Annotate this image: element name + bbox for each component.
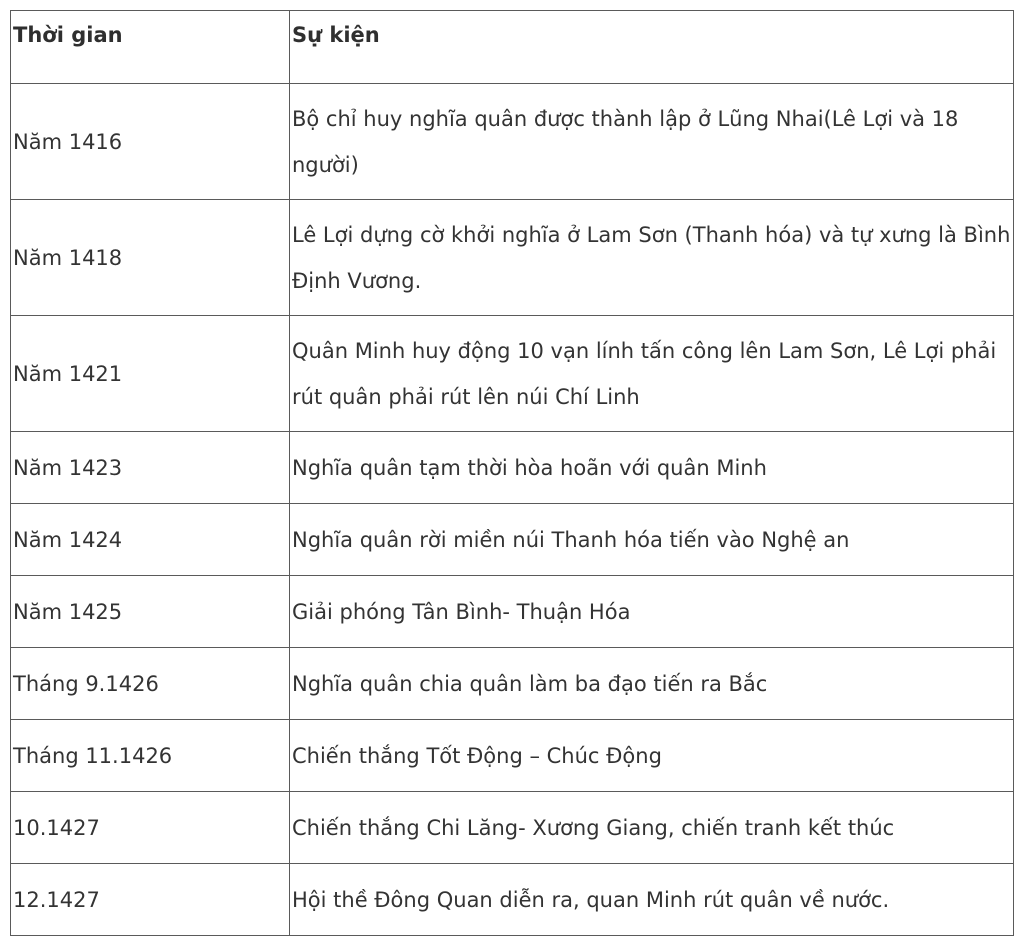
table-row — [11, 648, 1014, 720]
time-cell: Tháng 9.1426 — [11, 648, 290, 720]
event-cell: Chiến thắng Chi Lăng- Xương Giang, chiến tranh kết thúc — [290, 792, 1014, 864]
header-event: Sự kiện — [290, 11, 1014, 84]
time-cell: 12.1427 — [11, 864, 290, 936]
time-cell: Năm 1416 — [11, 84, 290, 200]
time-cell: Năm 1421 — [11, 316, 290, 432]
header-time: Thời gian — [11, 11, 290, 84]
event-cell: Nghĩa quân rời miền núi Thanh hóa tiến vào Nghệ an — [290, 504, 1014, 576]
table-row — [11, 84, 1014, 200]
timeline-table — [10, 10, 1014, 936]
time-cell: Năm 1424 — [11, 504, 290, 576]
time-cell: Năm 1418 — [11, 200, 290, 316]
table-row — [11, 576, 1014, 648]
event-cell: Nghĩa quân tạm thời hòa hoãn với quân Minh — [290, 432, 1014, 504]
time-cell: 10.1427 — [11, 792, 290, 864]
table-row — [11, 432, 1014, 504]
table-row — [11, 864, 1014, 936]
table-row — [11, 720, 1014, 792]
table-header-row — [11, 11, 1014, 84]
table-row — [11, 200, 1014, 316]
event-cell: Hội thề Đông Quan diễn ra, quan Minh rút quân về nước. — [290, 864, 1014, 936]
table-row — [11, 316, 1014, 432]
event-cell: Giải phóng Tân Bình- Thuận Hóa — [290, 576, 1014, 648]
table-row — [11, 504, 1014, 576]
time-cell: Tháng 11.1426 — [11, 720, 290, 792]
table-row — [11, 792, 1014, 864]
event-cell: Lê Lợi dựng cờ khởi nghĩa ở Lam Sơn (Thanh hóa) và tự xưng là Bình Định Vương. — [290, 200, 1014, 316]
time-cell: Năm 1423 — [11, 432, 290, 504]
event-cell: Bộ chỉ huy nghĩa quân được thành lập ở Lũng Nhai(Lê Lợi và 18 người) — [290, 84, 1014, 200]
event-cell: Quân Minh huy động 10 vạn lính tấn công lên Lam Sơn, Lê Lợi phải rút quân phải rút lên núi Chí Linh — [290, 316, 1014, 432]
time-cell: Năm 1425 — [11, 576, 290, 648]
event-cell: Chiến thắng Tốt Động – Chúc Động — [290, 720, 1014, 792]
event-cell: Nghĩa quân chia quân làm ba đạo tiến ra Bắc — [290, 648, 1014, 720]
